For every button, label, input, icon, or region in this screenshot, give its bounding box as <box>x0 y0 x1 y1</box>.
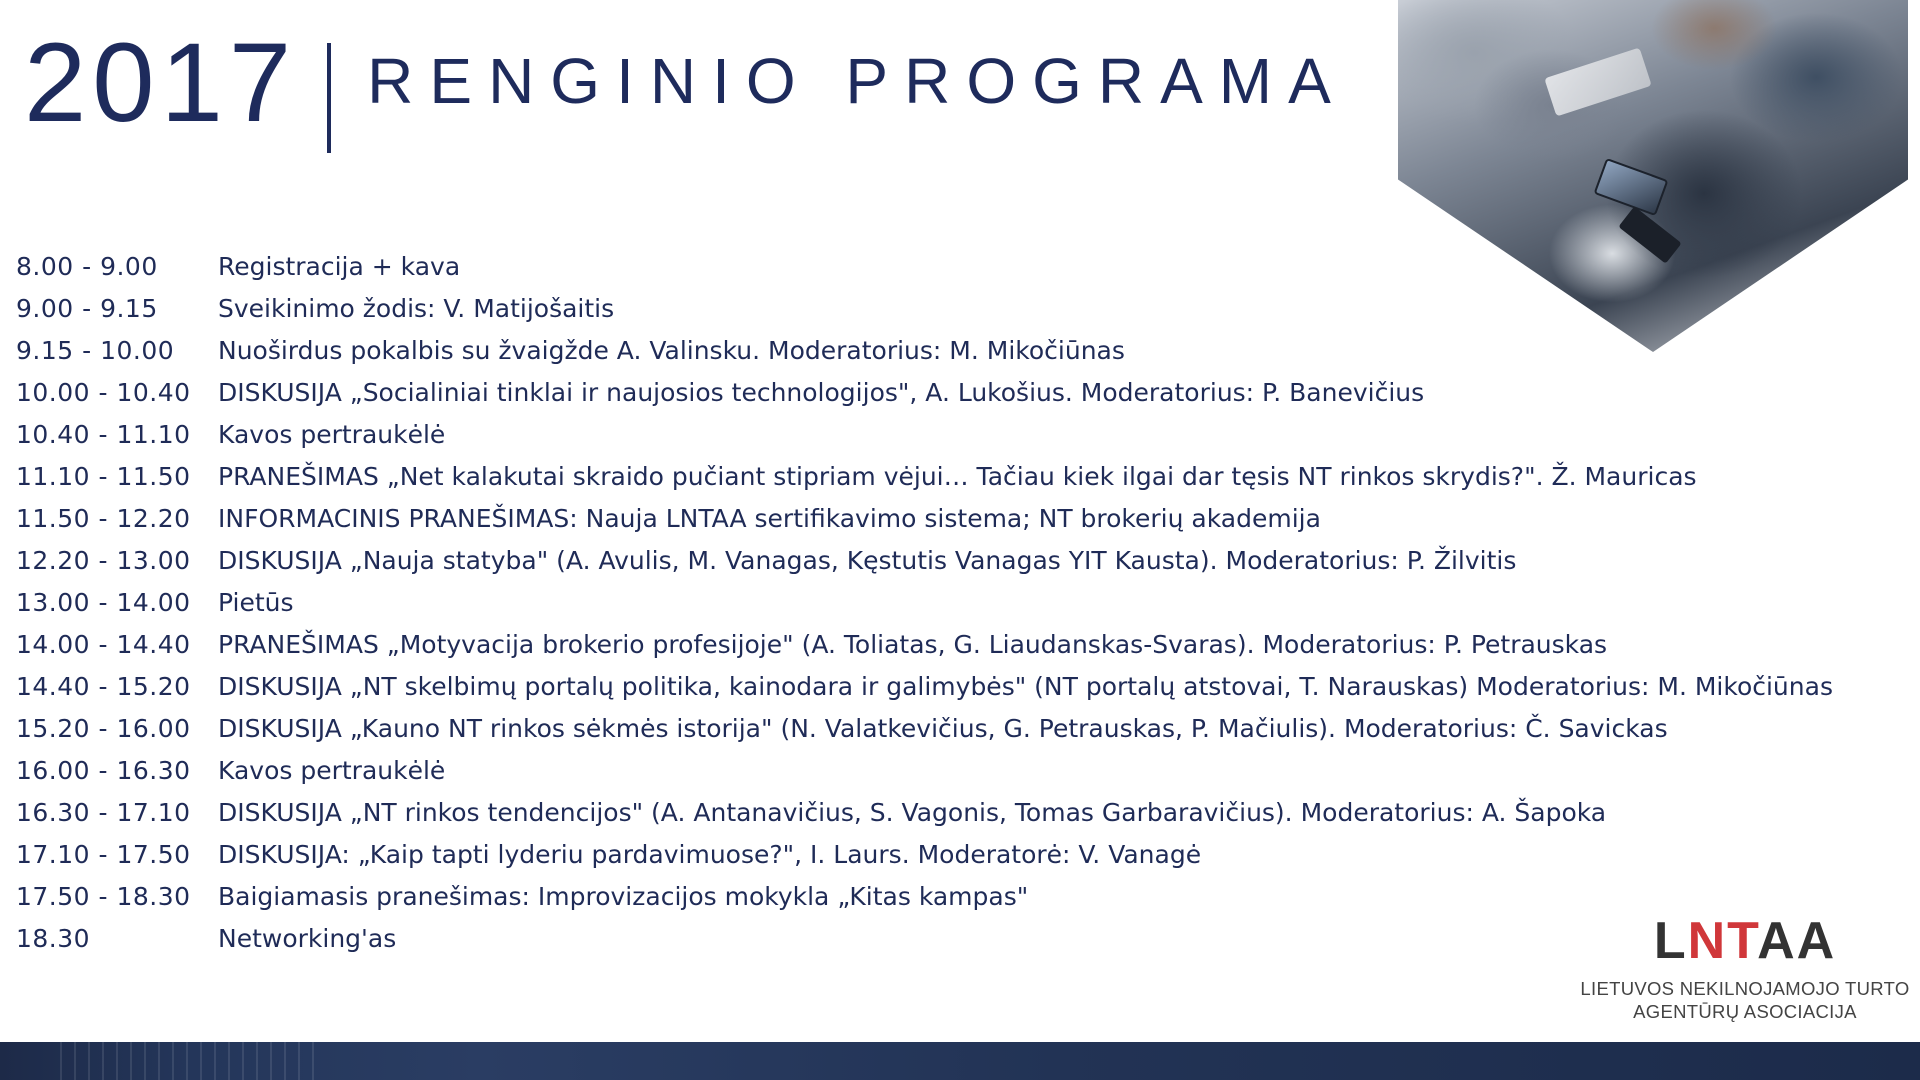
logo-subtitle-line-1: LIETUVOS NEKILNOJAMOJO TURTO <box>1580 978 1910 999</box>
year-heading: 2017 <box>24 20 298 145</box>
schedule-description: Pietūs <box>218 587 294 617</box>
schedule-row <box>0 707 1900 749</box>
schedule-row <box>0 833 1900 875</box>
schedule-description: Kavos pertraukėlė <box>218 755 446 785</box>
schedule-row <box>0 245 1900 287</box>
logo-subtitle <box>1570 977 1920 1023</box>
building-texture <box>60 1042 320 1080</box>
schedule-description: PRANEŠIMAS „Motyvacija brokerio profesijoje" (A. Toliatas, G. Liaudanskas-Svaras). Moderatorius: P. Petrauskas <box>218 629 1608 659</box>
schedule-description: Sveikinimo žodis: V. Matijošaitis <box>218 293 615 323</box>
schedule-row <box>0 665 1900 707</box>
schedule-time: 9.15 - 10.00 <box>16 335 175 365</box>
schedule-description: DISKUSIJA „NT rinkos tendencijos" (A. Antanavičius, S. Vagonis, Tomas Garbaravičius). Moderatorius: A. Šapoka <box>218 797 1607 827</box>
schedule-row <box>0 413 1900 455</box>
schedule-description: DISKUSIJA „Kauno NT rinkos sėkmės istorija" (N. Valatkevičius, G. Petrauskas, P. Mačiulis). Moderatorius: Č. Savickas <box>218 713 1668 743</box>
header-divider <box>327 43 331 153</box>
schedule-description: DISKUSIJA „Socialiniai tinklai ir naujosios technologijos", A. Lukošius. Moderatorius: P. Banevičius <box>218 377 1425 407</box>
logo-letters-aa: AA <box>1757 912 1837 970</box>
schedule-time: 11.10 - 11.50 <box>16 461 191 491</box>
schedule-description: DISKUSIJA: „Kaip tapti lyderiu pardavimuose?", I. Laurs. Moderatorė: V. Vanagė <box>218 839 1202 869</box>
schedule-time: 14.40 - 15.20 <box>16 671 191 701</box>
schedule-description: Nuoširdus pokalbis su žvaigžde A. Valinsku. Moderatorius: M. Mikočiūnas <box>218 335 1125 365</box>
schedule-description: DISKUSIJA „Nauja statyba" (A. Avulis, M. Vanagas, Kęstutis Vanagas YIT Kausta). Moderatorius: P. Žilvitis <box>218 545 1517 575</box>
schedule-description: DISKUSIJA „NT skelbimų portalų politika, kainodara ir galimybės" (NT portalų atstovai, T. Narauskas) Moderatorius: M. Mikočiūnas <box>218 671 1833 701</box>
schedule-row <box>0 287 1900 329</box>
tablet-image <box>1544 48 1651 117</box>
schedule-time: 17.10 - 17.50 <box>16 839 191 869</box>
page-header <box>24 18 1347 148</box>
logo-letters-nt: NT <box>1687 912 1758 970</box>
page-title: RENGINIO PROGRAMA <box>367 45 1347 117</box>
lntaa-logo <box>1570 912 1920 1023</box>
logo-subtitle-line-2: AGENTŪRŲ ASOCIACIJA <box>1633 1001 1857 1022</box>
phone-image <box>1593 158 1668 216</box>
schedule-row <box>0 539 1900 581</box>
logo-mark <box>1570 912 1920 970</box>
schedule-row <box>0 875 1900 917</box>
schedule-time: 17.50 - 18.30 <box>16 881 191 911</box>
schedule-row <box>0 749 1900 791</box>
schedule-description: Registracija + kava <box>218 251 461 281</box>
schedule-time: 9.00 - 9.15 <box>16 293 158 323</box>
schedule-time: 14.00 - 14.40 <box>16 629 191 659</box>
schedule-time: 10.00 - 10.40 <box>16 377 191 407</box>
schedule-time: 15.20 - 16.00 <box>16 713 191 743</box>
program-schedule <box>0 245 1900 959</box>
schedule-row <box>0 581 1900 623</box>
schedule-row <box>0 623 1900 665</box>
schedule-time: 10.40 - 11.10 <box>16 419 191 449</box>
schedule-row <box>0 329 1900 371</box>
schedule-row <box>0 371 1900 413</box>
schedule-description: INFORMACINIS PRANEŠIMAS: Nauja LNTAA sertifikavimo sistema; NT brokerių akademija <box>218 503 1321 533</box>
schedule-time: 11.50 - 12.20 <box>16 503 191 533</box>
schedule-time: 16.00 - 16.30 <box>16 755 191 785</box>
schedule-description: Networking'as <box>218 923 397 953</box>
schedule-description: PRANEŠIMAS „Net kalakutai skraido pučiant stipriam vėjui… Tačiau kiek ilgai dar tęsis NT rinkos skrydis?". Ž. Mauricas <box>218 461 1697 491</box>
schedule-time: 18.30 <box>16 923 91 953</box>
schedule-time: 8.00 - 9.00 <box>16 251 158 281</box>
schedule-time: 13.00 - 14.00 <box>16 587 191 617</box>
schedule-row <box>0 455 1900 497</box>
schedule-time: 16.30 - 17.10 <box>16 797 191 827</box>
schedule-description: Kavos pertraukėlė <box>218 419 446 449</box>
schedule-row <box>0 497 1900 539</box>
bottom-banner-image <box>0 1042 1920 1080</box>
logo-letter-l: L <box>1653 912 1688 970</box>
schedule-description: Baigiamasis pranešimas: Improvizacijos mokykla „Kitas kampas" <box>218 881 1029 911</box>
schedule-time: 12.20 - 13.00 <box>16 545 191 575</box>
schedule-row <box>0 791 1900 833</box>
